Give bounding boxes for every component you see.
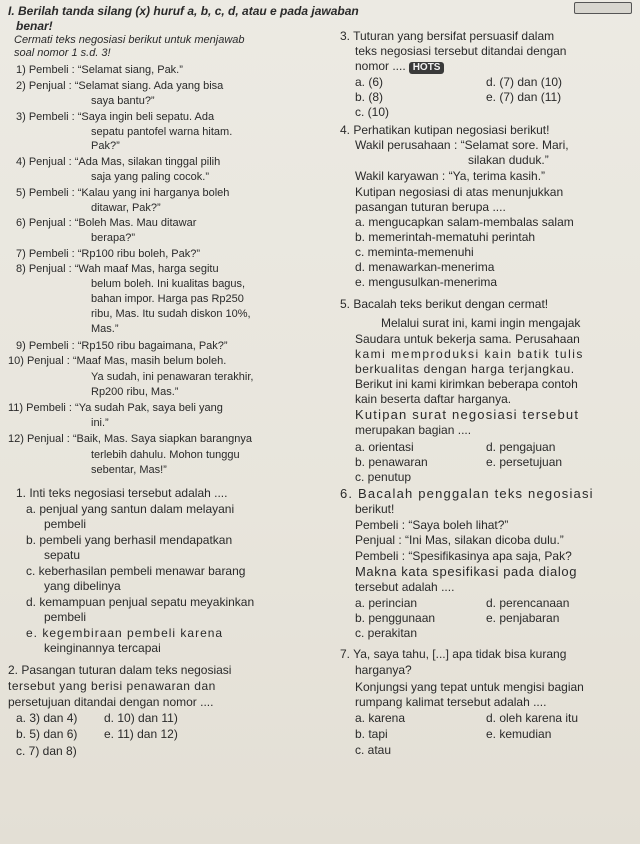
dialog-line: 6) Penjual : “Boleh Mas. Mau ditawar: [16, 217, 197, 229]
question-7-option-c[interactable]: c. atau: [355, 743, 392, 757]
instruction-heading: I. Berilah tanda silang (x) huruf a, b, c, d, atau e pada jawaban: [8, 4, 359, 18]
question-6-dialog-line: Pembeli : “Spesifikasinya apa saja, Pak?: [355, 549, 572, 563]
question-1-option-b-cont: sepatu: [44, 548, 81, 562]
dialog-line: ini.”: [91, 417, 109, 429]
question-7-option-b[interactable]: b. tapi: [355, 727, 388, 741]
question-1-option-c[interactable]: c. keberhasilan pembeli menawar barang: [26, 564, 246, 578]
dialog-line: 3) Pembeli : “Saya ingin beli sepatu. Ada: [16, 111, 215, 123]
question-4-option-e[interactable]: e. mengusulkan-menerima: [355, 275, 498, 289]
dialog-line: sebentar, Mas!”: [91, 464, 167, 476]
question-5-option-d[interactable]: d. pengajuan: [486, 440, 556, 454]
question-3-option-d[interactable]: d. (7) dan (10): [486, 75, 563, 89]
question-6-option-c[interactable]: c. perakitan: [355, 626, 418, 640]
dialog-line: bahan impor. Harga pas Rp250: [91, 293, 244, 305]
question-6-option-b[interactable]: b. penggunaan: [355, 611, 436, 625]
question-3-stem-cont: teks negosiasi tersebut ditandai dengan: [355, 44, 567, 58]
question-5-option-a[interactable]: a. orientasi: [355, 440, 414, 454]
question-4-option-c[interactable]: c. meminta-memenuhi: [355, 245, 474, 259]
dialog-line: 4) Penjual : “Ada Mas, silakan tinggal pilih: [16, 156, 221, 168]
question-7-stem-cont: harganya?: [355, 663, 412, 677]
question-2-option-d[interactable]: d. 10) dan 11): [104, 711, 178, 725]
question-5-option-b[interactable]: b. penawaran: [355, 455, 428, 469]
instruction-heading-cont: benar!: [16, 19, 53, 33]
question-2-option-c[interactable]: c. 7) dan 8): [16, 744, 77, 758]
question-2-option-a[interactable]: a. 3) dan 4): [16, 711, 78, 725]
dialog-line: 11) Pembeli : “Ya sudah Pak, saya beli yang: [8, 402, 223, 414]
question-1-option-a[interactable]: a. penjual yang santun dalam melayani: [26, 502, 235, 516]
question-5-option-c[interactable]: c. penutup: [355, 470, 412, 484]
dialog-line: berapa?”: [91, 232, 136, 244]
corner-label-box: [574, 2, 632, 14]
question-6-text: tersebut adalah ....: [355, 580, 455, 594]
question-6-stem-cont: berikut!: [355, 502, 395, 516]
question-5-passage: Berikut ini kami kirimkan beberapa contoh: [355, 377, 578, 391]
dialog-line: 2) Penjual : “Selamat siang. Ada yang bisa: [16, 80, 224, 92]
dialog-line: 10) Penjual : “Maaf Mas, masih belum boleh.: [8, 355, 227, 367]
dialog-line: Rp200 ribu, Mas.”: [91, 386, 179, 398]
dialog-line: 7) Pembeli : “Rp100 ribu boleh, Pak?”: [16, 248, 201, 260]
dialog-line: 9) Pembeli : “Rp150 ribu bagaimana, Pak?”: [16, 340, 228, 352]
question-3-stem-text: nomor ....: [355, 59, 406, 73]
dialog-line: 12) Penjual : “Baik, Mas. Saya siapkan barangnya: [8, 433, 252, 445]
question-7-option-e[interactable]: e. kemudian: [486, 727, 552, 741]
dialog-line: 5) Pembeli : “Kalau yang ini harganya boleh: [16, 187, 230, 199]
dialog-line: belum boleh. Ini kualitas bagus,: [91, 278, 246, 290]
question-1-option-d[interactable]: d. kemampuan penjual sepatu meyakinkan: [26, 595, 255, 609]
question-2-option-b[interactable]: b. 5) dan 6): [16, 727, 78, 741]
question-4-option-d[interactable]: d. menawarkan-menerima: [355, 260, 495, 274]
question-5-stem: 5. Bacalah teks berikut dengan cermat!: [340, 297, 549, 311]
dialog-line: ribu, Mas. Itu sudah diskon 10%,: [91, 308, 251, 320]
question-5-passage: kain beserta daftar harganya.: [355, 392, 512, 406]
dialog-line: Pak?”: [91, 140, 120, 152]
question-5-passage: Melalui surat ini, kami ingin mengajak: [381, 316, 581, 330]
dialog-line: 8) Penjual : “Wah maaf Mas, harga segitu: [16, 263, 219, 275]
question-2-stem: 2. Pasangan tuturan dalam teks negosiasi: [8, 663, 232, 677]
question-5-passage: Saudara untuk bekerja sama. Perusahaan: [355, 332, 580, 346]
question-6-dialog-line: Penjual : “Ini Mas, silakan dicoba dulu.”: [355, 533, 564, 547]
question-4-option-a[interactable]: a. mengucapkan salam-membalas salam: [355, 215, 574, 229]
question-3-option-c[interactable]: c. (10): [355, 105, 390, 119]
question-1-option-b[interactable]: b. pembeli yang berhasil mendapatkan: [26, 533, 233, 547]
question-5-text: Kutipan surat negosiasi tersebut: [355, 407, 580, 422]
question-2-stem-cont: tersebut yang berisi penawaran dan: [8, 679, 216, 693]
question-5-option-e[interactable]: e. persetujuan: [486, 455, 563, 469]
question-4-dialog-line: silakan duduk.”: [468, 153, 549, 167]
question-3-option-b[interactable]: b. (8): [355, 90, 384, 104]
dialog-line: sepatu pantofel warna hitam.: [91, 126, 233, 138]
question-4-dialog-line: Wakil karyawan : “Ya, terima kasih.”: [355, 169, 546, 183]
question-2-option-e[interactable]: e. 11) dan 12): [104, 727, 178, 741]
question-7-option-d[interactable]: d. oleh karena itu: [486, 711, 579, 725]
question-7-text: Konjungsi yang tepat untuk mengisi bagian: [355, 680, 584, 694]
question-2-stem-cont: persetujuan ditandai dengan nomor ....: [8, 695, 214, 709]
question-4-text: Kutipan negosiasi di atas menunjukkan: [355, 185, 564, 199]
question-6-option-e[interactable]: e. penjabaran: [486, 611, 560, 625]
dialog-line: saja yang paling cocok.”: [91, 171, 210, 183]
question-1-option-a-cont: pembeli: [44, 517, 87, 531]
question-1-option-d-cont: pembeli: [44, 610, 87, 624]
dialog-line: ditawar, Pak?”: [91, 202, 161, 214]
question-4-option-b[interactable]: b. memerintah-mematuhi perintah: [355, 230, 536, 244]
question-3-stem-cont: [355, 60, 444, 74]
question-5-text: merupakan bagian ....: [355, 423, 472, 437]
question-4-dialog-line: Wakil perusahaan : “Selamat sore. Mari,: [355, 138, 569, 152]
question-6-text: Makna kata spesifikasi pada dialog: [355, 564, 578, 579]
dialog-line: terlebih dahulu. Mohon tunggu: [91, 449, 240, 461]
question-4-text: pasangan tuturan berupa ....: [355, 200, 506, 214]
question-3-option-e[interactable]: e. (7) dan (11): [486, 90, 562, 104]
dialog-line: Ya sudah, ini penawaran terakhir,: [91, 371, 254, 383]
question-5-passage: berkualitas dengan harga terjangkau.: [355, 362, 575, 376]
question-1-option-e[interactable]: e. kegembiraan pembeli karena: [26, 626, 224, 640]
question-7-option-a[interactable]: a. karena: [355, 711, 406, 725]
question-6-stem: 6. Bacalah penggalan teks negosiasi: [340, 486, 594, 501]
question-1-option-c-cont: yang dibelinya: [44, 579, 121, 593]
question-5-passage: kami memproduksi kain batik tulis: [355, 347, 584, 361]
hots-badge: HOTS: [409, 62, 445, 74]
intro-text: Cermati teks negosiasi berikut untuk menjawab: [14, 34, 245, 46]
question-6-dialog-line: Pembeli : “Saya boleh lihat?”: [355, 518, 509, 532]
dialog-line: saya bantu?”: [91, 95, 155, 107]
question-1-stem: 1. Inti teks negosiasi tersebut adalah ....: [16, 486, 228, 500]
question-4-stem: 4. Perhatikan kutipan negosiasi berikut!: [340, 123, 550, 137]
question-3-option-a[interactable]: a. (6): [355, 75, 384, 89]
dialog-line: 1) Pembeli : “Selamat siang, Pak.”: [16, 64, 183, 76]
question-6-option-a[interactable]: a. perincian: [355, 596, 418, 610]
intro-text-cont: soal nomor 1 s.d. 3!: [14, 47, 111, 59]
question-7-stem: 7. Ya, saya tahu, [...] apa tidak bisa kurang: [340, 647, 567, 661]
question-3-stem: 3. Tuturan yang bersifat persuasif dalam: [340, 29, 555, 43]
question-6-option-d[interactable]: d. perencanaan: [486, 596, 570, 610]
question-7-text: rumpang kalimat tersebut adalah ....: [355, 695, 547, 709]
question-1-option-e-cont: keinginannya tercapai: [44, 641, 161, 655]
dialog-line: Mas.”: [91, 323, 119, 335]
